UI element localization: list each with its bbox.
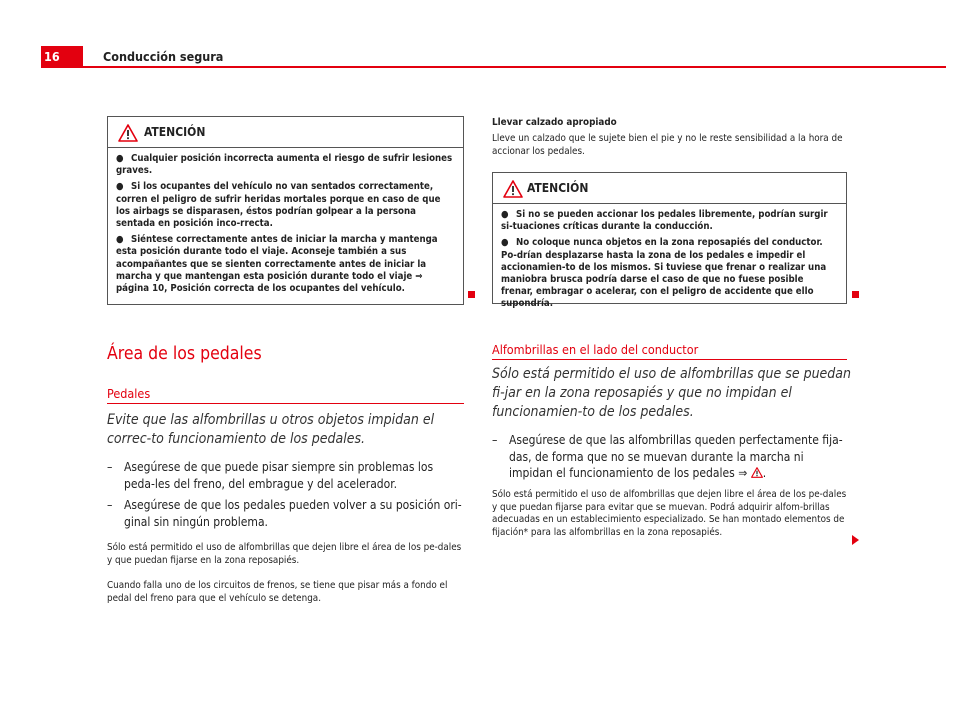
header-title: Conducción segura (103, 49, 224, 64)
pedals-step-1: – Asegúrese de que puede pisar siempre sin problemas los peda-les del freno, del embrague y del acelerador. (107, 460, 434, 491)
warning-triangle-icon (751, 467, 763, 478)
bullet-icon: ● (116, 153, 124, 164)
bullet-icon: ● (501, 209, 509, 220)
subsection-rule (492, 359, 847, 360)
right-warning-header (493, 173, 846, 204)
warning-triangle-icon (503, 180, 523, 198)
section-end-mark (852, 291, 859, 298)
left-warning-header (108, 117, 463, 148)
pedals-paragraph-1: Sólo está permitido el uso de alfombrillas que dejen libre el área de los pe-dales y que puedan fijarse en la zona reposapiés. (107, 542, 462, 566)
right-warning-item: ● No coloque nunca objetos en la zona reposapiés del conductor. Po-drían desplazarse hasta la zona de los pedales e impedir el accionamien-to de los mismos. Si tuviese que frenar o realizar una maniobra brusca podría darse el caso de que no fuese posible frenar, embragar o acelerar, con el peligro de accidente que ello supondría. (501, 237, 827, 310)
shoes-text: Lleve un calzado que le sujete bien el pie y no le reste sensibilidad a la hora de accionar los pedales. (492, 133, 843, 157)
subsection-rule (107, 403, 464, 404)
bullet-icon: ● (116, 234, 124, 246)
header-rule (83, 66, 946, 68)
left-warning-title: ATENCIÓN (144, 125, 206, 139)
left-warning-item: ● Siéntese correctamente antes de iniciar la marcha y mantenga esta posición durante todo el viaje. Aconseje también a sus acompañantes que se sienten correctamente antes de iniciar la marcha y que mantengan esta posición durante todo el viaje ⇒ página 10, Posición correcta de los ocupantes del vehículo. (116, 234, 438, 295)
mats-paragraph: Sólo está permitido el uso de alfombrillas que dejen libre el área de los pe-dales y que puedan fijarse para evitar que se muevan. Podrá adquirir alfom-brillas adecuadas en un establecimiento especializado. Se han montado elementos de fijación* para las alfombrillas en la zona reposapiés. (492, 489, 847, 538)
warning-triangle-icon (118, 124, 138, 142)
page-number: 16 (44, 49, 60, 64)
section-title-pedal-area: Área de los pedales (107, 344, 262, 364)
right-warning-body (501, 209, 838, 315)
pedals-intro: Evite que las alfombrillas u otros objetos impidan el correc-to funcionamiento de los pedales. (107, 412, 435, 447)
shoes-title: Llevar calzado apropiado (492, 117, 617, 128)
right-warning-title: ATENCIÓN (527, 181, 589, 195)
left-warning-item: ● Si los ocupantes del vehículo no van sentados correctamente, corren el peligro de sufrir heridas mortales porque en caso de que los airbags se disparasen, éstos podrían golpear a la persona sentada en posición inco-rrecta. (116, 181, 441, 230)
right-warning-box (492, 172, 847, 310)
right-warning-item: ● Si no se pueden accionar los pedales libremente, podrían surgir si-tuaciones críticas durante la conducción. (501, 209, 828, 233)
section-end-mark (468, 291, 475, 298)
pedals-step-2: – Asegúrese de que los pedales pueden volver a su posición ori-ginal sin ningún problema. (107, 498, 462, 529)
mats-intro: Sólo está permitido el uso de alfombrillas que se puedan fi-jar en la zona reposapiés y que no impidan el funcionamien-to de los pedales. (492, 366, 852, 420)
left-warning-body (116, 153, 455, 299)
bullet-icon: ● (116, 181, 124, 193)
mats-step: – Asegúrese de que las alfombrillas queden perfectamente fija-das, de forma que no se muevan durante la marcha ni impidan el funcionamiento de los pedales ⇒ . (492, 433, 843, 480)
subsection-title-pedals: Pedales (107, 386, 151, 401)
continue-arrow-icon (852, 535, 859, 545)
bullet-icon: ● (501, 237, 509, 249)
subsection-title-mats: Alfombrillas en el lado del conductor (492, 342, 699, 357)
pedals-paragraph-2: Cuando falla uno de los circuitos de frenos, se tiene que pisar más a fondo el pedal del freno para que el vehículo se detenga. (107, 580, 448, 604)
left-warning-box (107, 116, 464, 305)
left-warning-item: ● Cualquier posición incorrecta aumenta el riesgo de sufrir lesiones graves. (116, 153, 453, 177)
